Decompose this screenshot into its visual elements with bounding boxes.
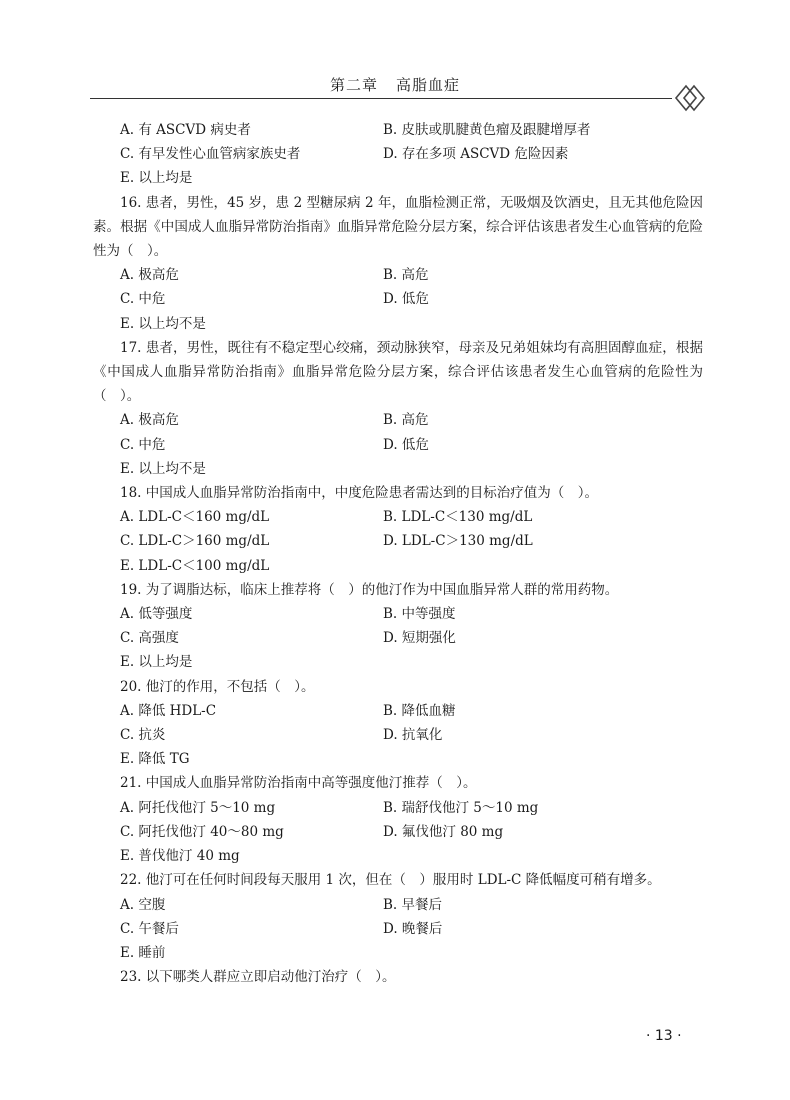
option-a: A. 有 ASCVD 病史者 (120, 122, 251, 138)
option-a: A. 极高危 (120, 267, 179, 284)
diamond-logo-icon (674, 84, 706, 112)
option-c: C. 中危 (120, 436, 166, 453)
option-d: D. 低危 (383, 436, 429, 453)
option-b: B. 高危 (383, 267, 429, 284)
question-23: 23. 以下哪类人群应立即启动他汀治疗（ ）。 (120, 969, 396, 986)
option-row (93, 142, 703, 166)
option-row (93, 893, 703, 917)
question-17: 17. 患者，男性，既往有不稳定型心绞痛，颈动脉狭窄，母亲及兄弟姐妹均有高胆固醇血症，根据《中国成人血脂异常防治指南》血脂异常危险分层方案，综合评估该患者发生心血管病的危险性为（ ）。 (93, 339, 703, 405)
option-d: D. LDL-C＞130 mg/dL (383, 533, 533, 550)
option-e: E. 睡前 (120, 944, 166, 961)
option-c: C. 有早发性心血管病家族史者 (120, 146, 301, 163)
option-row (93, 433, 703, 457)
option-d: D. 短期强化 (383, 630, 456, 647)
option-a: A. 阿托伐他汀 5～10 mg (120, 799, 276, 816)
option-row (93, 723, 703, 747)
option-a: A. 空腹 (120, 896, 166, 913)
option-c: C. 高强度 (120, 630, 179, 647)
option-row (93, 602, 703, 626)
option-b: B. 高危 (383, 412, 429, 429)
option-row (93, 820, 703, 844)
option-c: C. 抗炎 (120, 727, 166, 744)
page-content (93, 118, 703, 989)
header-rule (90, 98, 672, 99)
option-e: E. 以上均是 (120, 170, 193, 187)
question-20: 20. 他汀的作用，不包括（ ）。 (120, 678, 315, 695)
running-header (0, 70, 790, 110)
option-a: A. 降低 HDL-C (120, 702, 217, 719)
option-row (93, 118, 703, 142)
option-a: A. 低等强度 (120, 606, 193, 623)
option-row (93, 917, 703, 941)
option-b: B. 中等强度 (383, 606, 456, 623)
option-a: A. 极高危 (120, 412, 179, 429)
option-e: E. LDL-C＜100 mg/dL (120, 557, 270, 574)
option-row (93, 287, 703, 311)
option-e: E. 以上均不是 (120, 460, 206, 477)
option-row (93, 796, 703, 820)
option-row (93, 263, 703, 287)
option-e: E. 以上均是 (120, 654, 193, 671)
option-e: E. 普伐他汀 40 mg (120, 848, 240, 865)
question-21: 21. 中国成人血脂异常防治指南中高等强度他汀推荐（ ）。 (120, 775, 477, 792)
option-e: E. 以上均不是 (120, 315, 206, 332)
option-c: C. LDL-C＞160 mg/dL (120, 533, 270, 550)
option-d: D. 抗氧化 (383, 727, 443, 744)
option-e: E. 降低 TG (120, 751, 190, 768)
chapter-title: 高脂血症 (396, 76, 461, 94)
option-row (93, 699, 703, 723)
option-b: B. 降低血糖 (383, 702, 456, 719)
question-18: 18. 中国成人血脂异常防治指南中，中度危险患者需达到的目标治疗值为（ ）。 (120, 485, 599, 502)
option-c: C. 中危 (120, 291, 166, 308)
header-title (0, 74, 790, 95)
option-d: D. 晚餐后 (383, 920, 443, 937)
option-row (93, 626, 703, 650)
question-22: 22. 他汀可在任何时间段每天服用 1 次，但在（ ）服用时 LDL-C 降低幅度可稍有增多。 (120, 872, 661, 889)
question-16: 16. 患者，男性，45 岁，患 2 型糖尿病 2 年，血脂检测正常，无吸烟及饮酒史，且无其他危险因素。根据《中国成人血脂异常防治指南》血脂异常危险分层方案，综合评估该患者发生心血管病的危险性为（ ）。 (93, 194, 703, 260)
option-b: B. 早餐后 (383, 896, 443, 913)
option-d: D. 氟伐他汀 80 mg (383, 823, 504, 840)
option-row (93, 505, 703, 529)
option-b: B. LDL-C＜130 mg/dL (383, 509, 533, 526)
page-number: · 13 · (646, 1028, 682, 1044)
option-d: D. 低危 (383, 291, 429, 308)
option-d: D. 存在多项 ASCVD 危险因素 (383, 146, 569, 163)
option-a: A. LDL-C＜160 mg/dL (120, 509, 270, 526)
chapter-label: 第二章 (329, 76, 378, 94)
option-c: C. 午餐后 (120, 920, 179, 937)
option-b: B. 皮肤或肌腱黄色瘤及跟腱增厚者 (383, 122, 591, 138)
option-c: C. 阿托伐他汀 40～80 mg (120, 823, 284, 840)
option-row (93, 529, 703, 553)
option-b: B. 瑞舒伐他汀 5～10 mg (383, 799, 539, 816)
question-19: 19. 为了调脂达标，临床上推荐将（ ）的他汀作为中国血脂异常人群的常用药物。 (120, 581, 619, 598)
option-row (93, 408, 703, 432)
